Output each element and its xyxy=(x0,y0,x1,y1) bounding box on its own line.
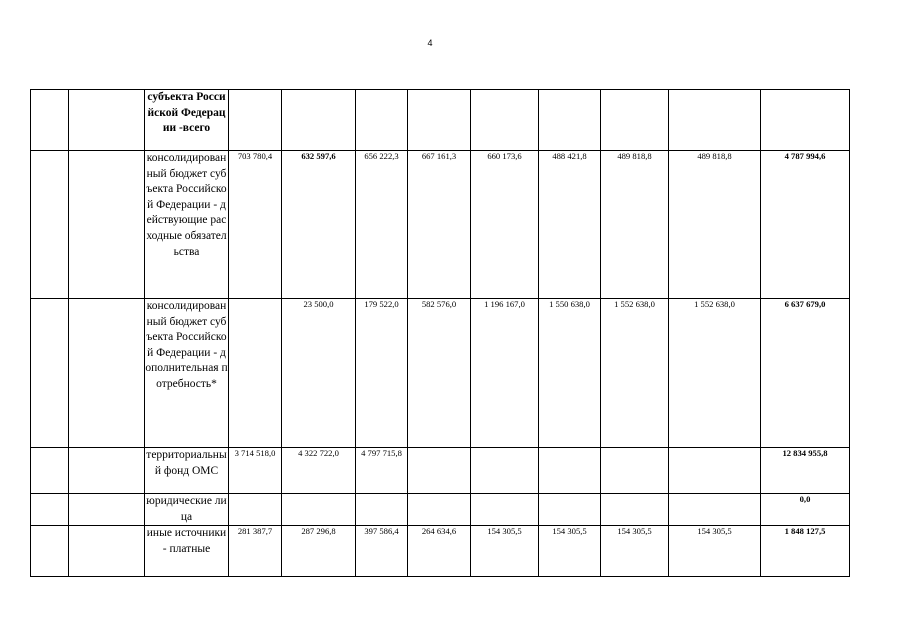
total-cell: 0,0 xyxy=(761,494,850,526)
table-row xyxy=(31,151,850,299)
value-cell: 397 586,4 xyxy=(356,526,408,577)
value-cell: 1 552 638,0 xyxy=(669,299,761,448)
value-cell xyxy=(356,494,408,526)
value-cell xyxy=(669,90,761,151)
blank-cell xyxy=(69,299,145,448)
value-cell: 4 322 722,0 xyxy=(282,448,356,494)
value-cell xyxy=(471,494,539,526)
blank-cell xyxy=(31,90,69,151)
row-label: иные источники - платные xyxy=(145,526,229,577)
value-cell xyxy=(229,494,282,526)
blank-cell xyxy=(31,526,69,577)
value-cell xyxy=(669,448,761,494)
value-cell: 632 597,6 xyxy=(282,151,356,299)
blank-cell xyxy=(69,526,145,577)
value-cell: 154 305,5 xyxy=(601,526,669,577)
total-cell: 12 834 955,8 xyxy=(761,448,850,494)
row-label: консолидированный бюджет субъекта Российской Федерации - дополнительная потребность* xyxy=(145,299,229,448)
row-label: консолидированный бюджет субъекта Российской Федерации - действующие расходные обязательства xyxy=(145,151,229,299)
value-cell: 154 305,5 xyxy=(539,526,601,577)
value-cell xyxy=(539,494,601,526)
value-cell: 23 500,0 xyxy=(282,299,356,448)
table-row xyxy=(31,90,850,151)
value-cell: 660 173,6 xyxy=(471,151,539,299)
value-cell xyxy=(408,494,471,526)
row-label: субъекта Российской Федерации -всего xyxy=(145,90,229,151)
table-row xyxy=(31,494,850,526)
value-cell xyxy=(408,90,471,151)
value-cell: 3 714 518,0 xyxy=(229,448,282,494)
funding-table xyxy=(30,89,850,577)
blank-cell xyxy=(31,448,69,494)
table-row xyxy=(31,299,850,448)
value-cell: 1 552 638,0 xyxy=(601,299,669,448)
value-cell xyxy=(539,448,601,494)
total-cell: 1 848 127,5 xyxy=(761,526,850,577)
blank-cell xyxy=(69,494,145,526)
value-cell: 582 576,0 xyxy=(408,299,471,448)
value-cell: 154 305,5 xyxy=(471,526,539,577)
value-cell: 667 161,3 xyxy=(408,151,471,299)
value-cell xyxy=(282,90,356,151)
total-cell: 6 637 679,0 xyxy=(761,299,850,448)
blank-cell xyxy=(69,151,145,299)
value-cell xyxy=(471,448,539,494)
value-cell xyxy=(471,90,539,151)
value-cell: 489 818,8 xyxy=(601,151,669,299)
value-cell xyxy=(601,448,669,494)
value-cell: 179 522,0 xyxy=(356,299,408,448)
value-cell xyxy=(356,90,408,151)
blank-cell xyxy=(31,494,69,526)
table-row xyxy=(31,526,850,577)
total-cell: 4 787 994,6 xyxy=(761,151,850,299)
blank-cell xyxy=(31,299,69,448)
value-cell: 1 550 638,0 xyxy=(539,299,601,448)
value-cell xyxy=(229,90,282,151)
value-cell xyxy=(408,448,471,494)
table-row xyxy=(31,448,850,494)
value-cell: 489 818,8 xyxy=(669,151,761,299)
value-cell xyxy=(601,494,669,526)
row-label: юридические лица xyxy=(145,494,229,526)
total-cell xyxy=(761,90,850,151)
value-cell xyxy=(539,90,601,151)
value-cell xyxy=(229,299,282,448)
value-cell: 656 222,3 xyxy=(356,151,408,299)
value-cell: 488 421,8 xyxy=(539,151,601,299)
value-cell: 264 634,6 xyxy=(408,526,471,577)
value-cell xyxy=(669,494,761,526)
value-cell xyxy=(282,494,356,526)
blank-cell xyxy=(31,151,69,299)
blank-cell xyxy=(69,448,145,494)
value-cell: 154 305,5 xyxy=(669,526,761,577)
row-label: территориальный фонд ОМС xyxy=(145,448,229,494)
page-number: 4 xyxy=(427,38,433,48)
value-cell: 281 387,7 xyxy=(229,526,282,577)
blank-cell xyxy=(69,90,145,151)
value-cell: 703 780,4 xyxy=(229,151,282,299)
value-cell: 1 196 167,0 xyxy=(471,299,539,448)
value-cell: 287 296,8 xyxy=(282,526,356,577)
value-cell: 4 797 715,8 xyxy=(356,448,408,494)
value-cell xyxy=(601,90,669,151)
